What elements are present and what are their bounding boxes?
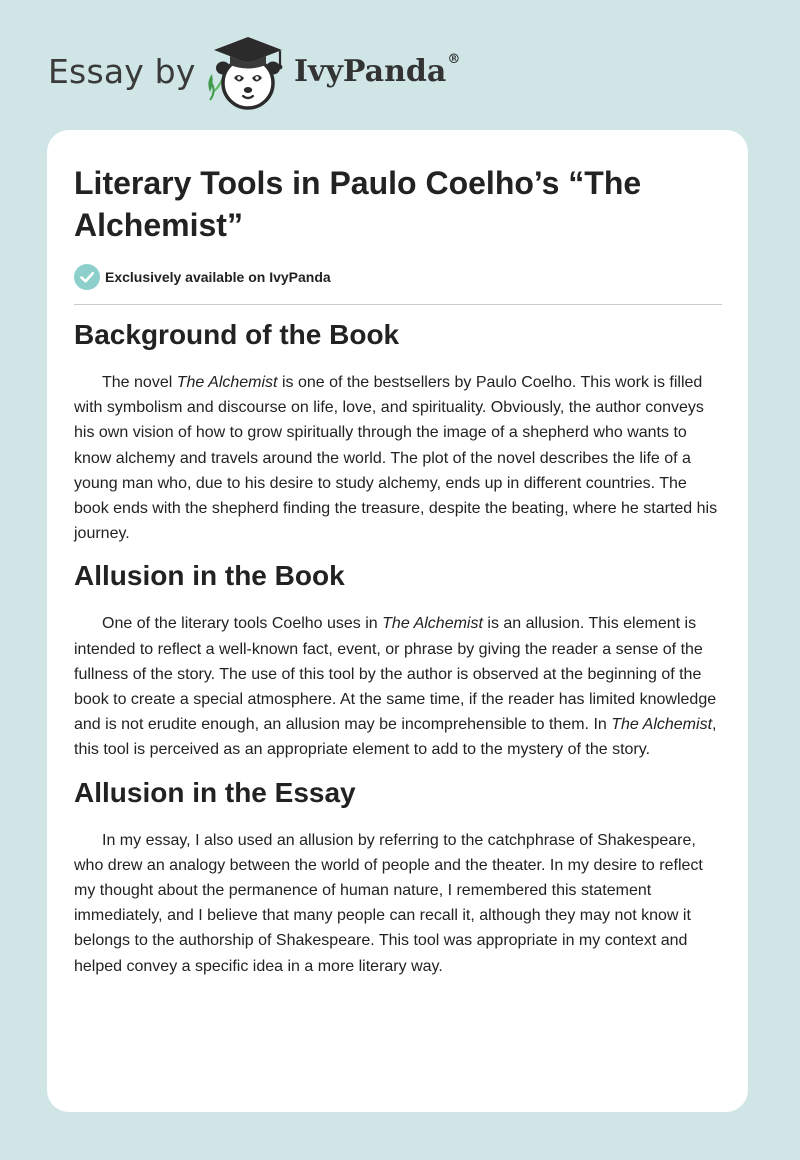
brand-header: [48, 34, 508, 114]
registered-mark: ®: [447, 52, 461, 67]
brand-prefix: Essay by: [48, 52, 196, 91]
section-heading: Background of the Book: [74, 319, 400, 350]
book-title-italic: The Alchemist: [382, 615, 483, 633]
paragraph-text: is an allusion. This element is intended to reflect a well-known fact, event, or phrase by giving the reader a sense of the fullness of the story. The use of this tool by the author is observed at the beginning of the book to create a special atmosphere. At the same time, if the reader has limited knowledge and is not erudite enough, an allusion may be incomprehensible to them. In: [74, 615, 717, 734]
section-allusion-in-the-essay: [74, 776, 722, 979]
title-divider: [74, 304, 722, 305]
section-heading: Allusion in the Essay: [74, 776, 356, 808]
essay-title: Literary Tools in Paulo Coelho’s “The Alchemist”: [74, 165, 642, 243]
paragraph-text: In my essay, I also used an allusion by referring to the catchphrase of Shakespeare, who drew an analogy between the world of people and the theater. In my desire to reflect my thought about the permanence of human nature, I remembered this statement immediately, and I believe that many people can recall it, although they may not know it belongs to the authorship of Shakespeare. This tool was appropriate in my context and helped convey a specific idea in a more literary way.: [74, 831, 703, 975]
section-paragraph: [74, 370, 722, 546]
check-circle-icon: [74, 264, 100, 290]
book-title-italic: The Alchemist: [611, 716, 713, 734]
paragraph-text: , this tool is perceived as an appropriate element to add to the mystery of the story.: [74, 716, 717, 759]
essay-card: [47, 130, 748, 1112]
exclusive-badge: [74, 263, 722, 291]
exclusive-label: Exclusively available on IvyPanda: [105, 269, 331, 285]
panda-graduate-logo-icon: [202, 34, 294, 110]
book-title-italic: The Alchemist: [176, 374, 278, 391]
section-paragraph: [74, 611, 722, 762]
paragraph-text: The novel: [102, 374, 177, 391]
section-allusion-in-the-book: [74, 559, 722, 762]
paragraph-text: One of the literary tools Coelho uses in: [102, 615, 383, 633]
paragraph-text: is one of the bestsellers by Paulo Coelho. This work is filled with symbolism and discourse on life, love, and spirituality. Obviously, the author conveys his own vision of how to grow spiritually through the image of a shepherd who wants to know alchemy and travels around the world. The plot of the novel describes the life of a young man who, due to his desire to study alchemy, ends up in different countries. The book ends with the shepherd finding the treasure, despite the beating, where he started his journey.: [74, 374, 718, 543]
section-paragraph: [74, 828, 722, 979]
section-heading: Allusion in the Book: [74, 560, 345, 592]
brand-name: [294, 54, 460, 89]
section-background-of-the-book: [74, 318, 722, 546]
brand-name-text: IvyPanda: [294, 54, 447, 89]
